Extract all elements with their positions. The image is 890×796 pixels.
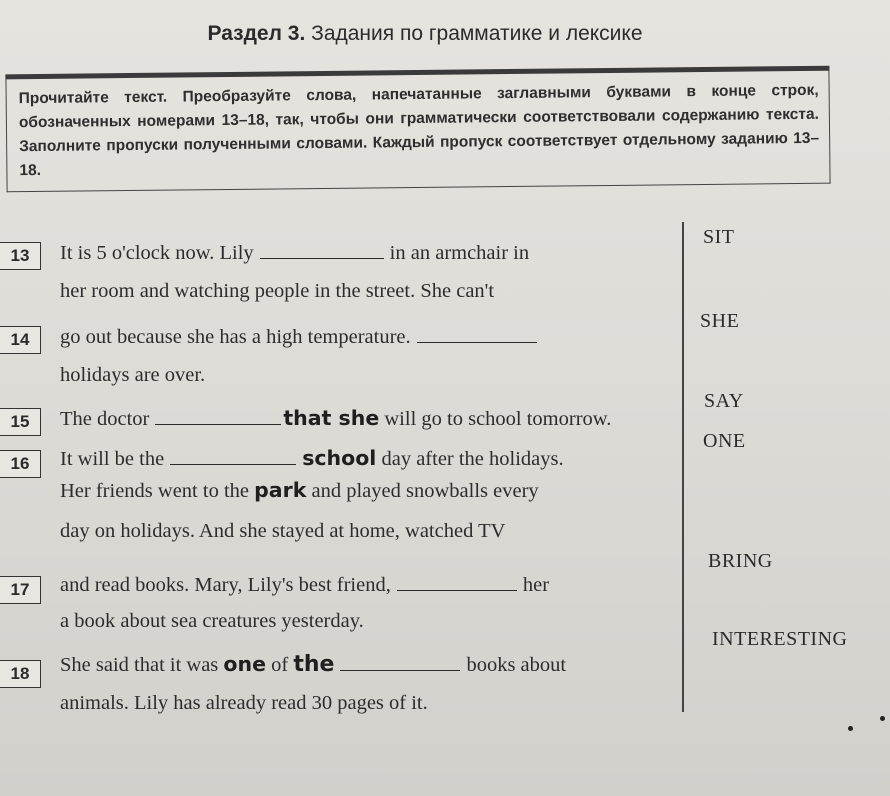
answer-blank-16[interactable] — [170, 446, 296, 465]
task-row-14 — [0, 322, 890, 362]
handwritten-text: one — [223, 652, 267, 676]
answer-blank-14[interactable] — [417, 324, 537, 343]
section-label: Раздел 3. — [207, 22, 306, 45]
task-number: 17 — [0, 576, 41, 604]
section-title: Задания по грамматике и лексике — [311, 22, 643, 45]
key-word-13: SIT — [703, 226, 735, 248]
task-text: It will be the — [60, 448, 165, 470]
task-text: and read books. Mary, Lily's best friend, — [60, 574, 391, 596]
task-text: her — [522, 574, 550, 596]
text-line: holidays are over. — [60, 364, 206, 386]
task-text: will go to school tomorrow. — [384, 408, 612, 430]
task-number: 18 — [0, 660, 41, 688]
task-text: The doctor — [60, 408, 150, 430]
task-line — [60, 324, 543, 349]
task-row-17 — [0, 572, 890, 612]
task-number: 13 — [0, 242, 41, 270]
handwritten-text: school — [302, 446, 377, 470]
handwritten-text: that she — [283, 406, 380, 430]
instruction-box — [5, 66, 830, 193]
task-number: 15 — [0, 408, 41, 436]
handwritten-text: park — [254, 478, 307, 502]
answer-blank-18[interactable] — [340, 652, 460, 671]
section-heading — [0, 22, 850, 46]
key-word-14: SHE — [700, 310, 740, 332]
task-text: She said that it was — [60, 654, 219, 676]
task-line — [60, 406, 611, 431]
task-text: of — [271, 654, 289, 676]
task-text: day after the holidays. — [381, 448, 564, 470]
text-line — [60, 478, 539, 503]
task-text: books about — [466, 654, 567, 676]
key-word-15: SAY — [704, 390, 744, 412]
task-number: 14 — [0, 326, 41, 354]
answer-blank-17[interactable] — [397, 572, 517, 591]
task-row-15 — [0, 404, 890, 444]
task-line — [60, 240, 529, 265]
answer-blank-15[interactable] — [155, 406, 281, 425]
handwritten-text: the — [293, 652, 335, 677]
task-line — [60, 446, 564, 471]
text-line: her room and watching people in the street. She can't — [60, 280, 495, 302]
text-line: day on holidays. And she stayed at home, watched TV — [60, 520, 506, 542]
task-text: in an armchair in — [389, 242, 530, 264]
text-line: animals. Lily has already read 30 pages of it. — [60, 692, 428, 714]
answer-blank-13[interactable] — [260, 240, 384, 259]
task-row-18 — [0, 652, 890, 696]
ink-dot — [880, 716, 885, 721]
text-line: a book about sea creatures yesterday. — [60, 610, 364, 632]
task-text: Her friends went to the — [60, 480, 249, 502]
ink-dot — [848, 726, 853, 731]
task-row-13 — [0, 238, 890, 278]
task-line — [60, 572, 549, 597]
task-text: and played snowballs every — [311, 480, 539, 502]
task-number: 16 — [0, 450, 41, 478]
key-word-16: ONE — [703, 430, 746, 452]
key-word-18: INTERESTING — [712, 628, 848, 650]
task-text: It is 5 o'clock now. Lily — [60, 242, 254, 264]
key-word-17: BRING — [708, 550, 773, 572]
task-text: go out because she has a high temperature. — [60, 326, 411, 348]
task-line — [60, 652, 566, 677]
instruction-text: Прочитайте текст. Преобразуйте слова, напечатанные заглавными буквами в конце строк, обозначенных номерами 13–18, так, чтобы они грамматически соответствовали содержанию текста. Заполните пропуски полученными словами. Каждый пропуск соответствует отдельному заданию 13–18. — [18, 81, 820, 180]
